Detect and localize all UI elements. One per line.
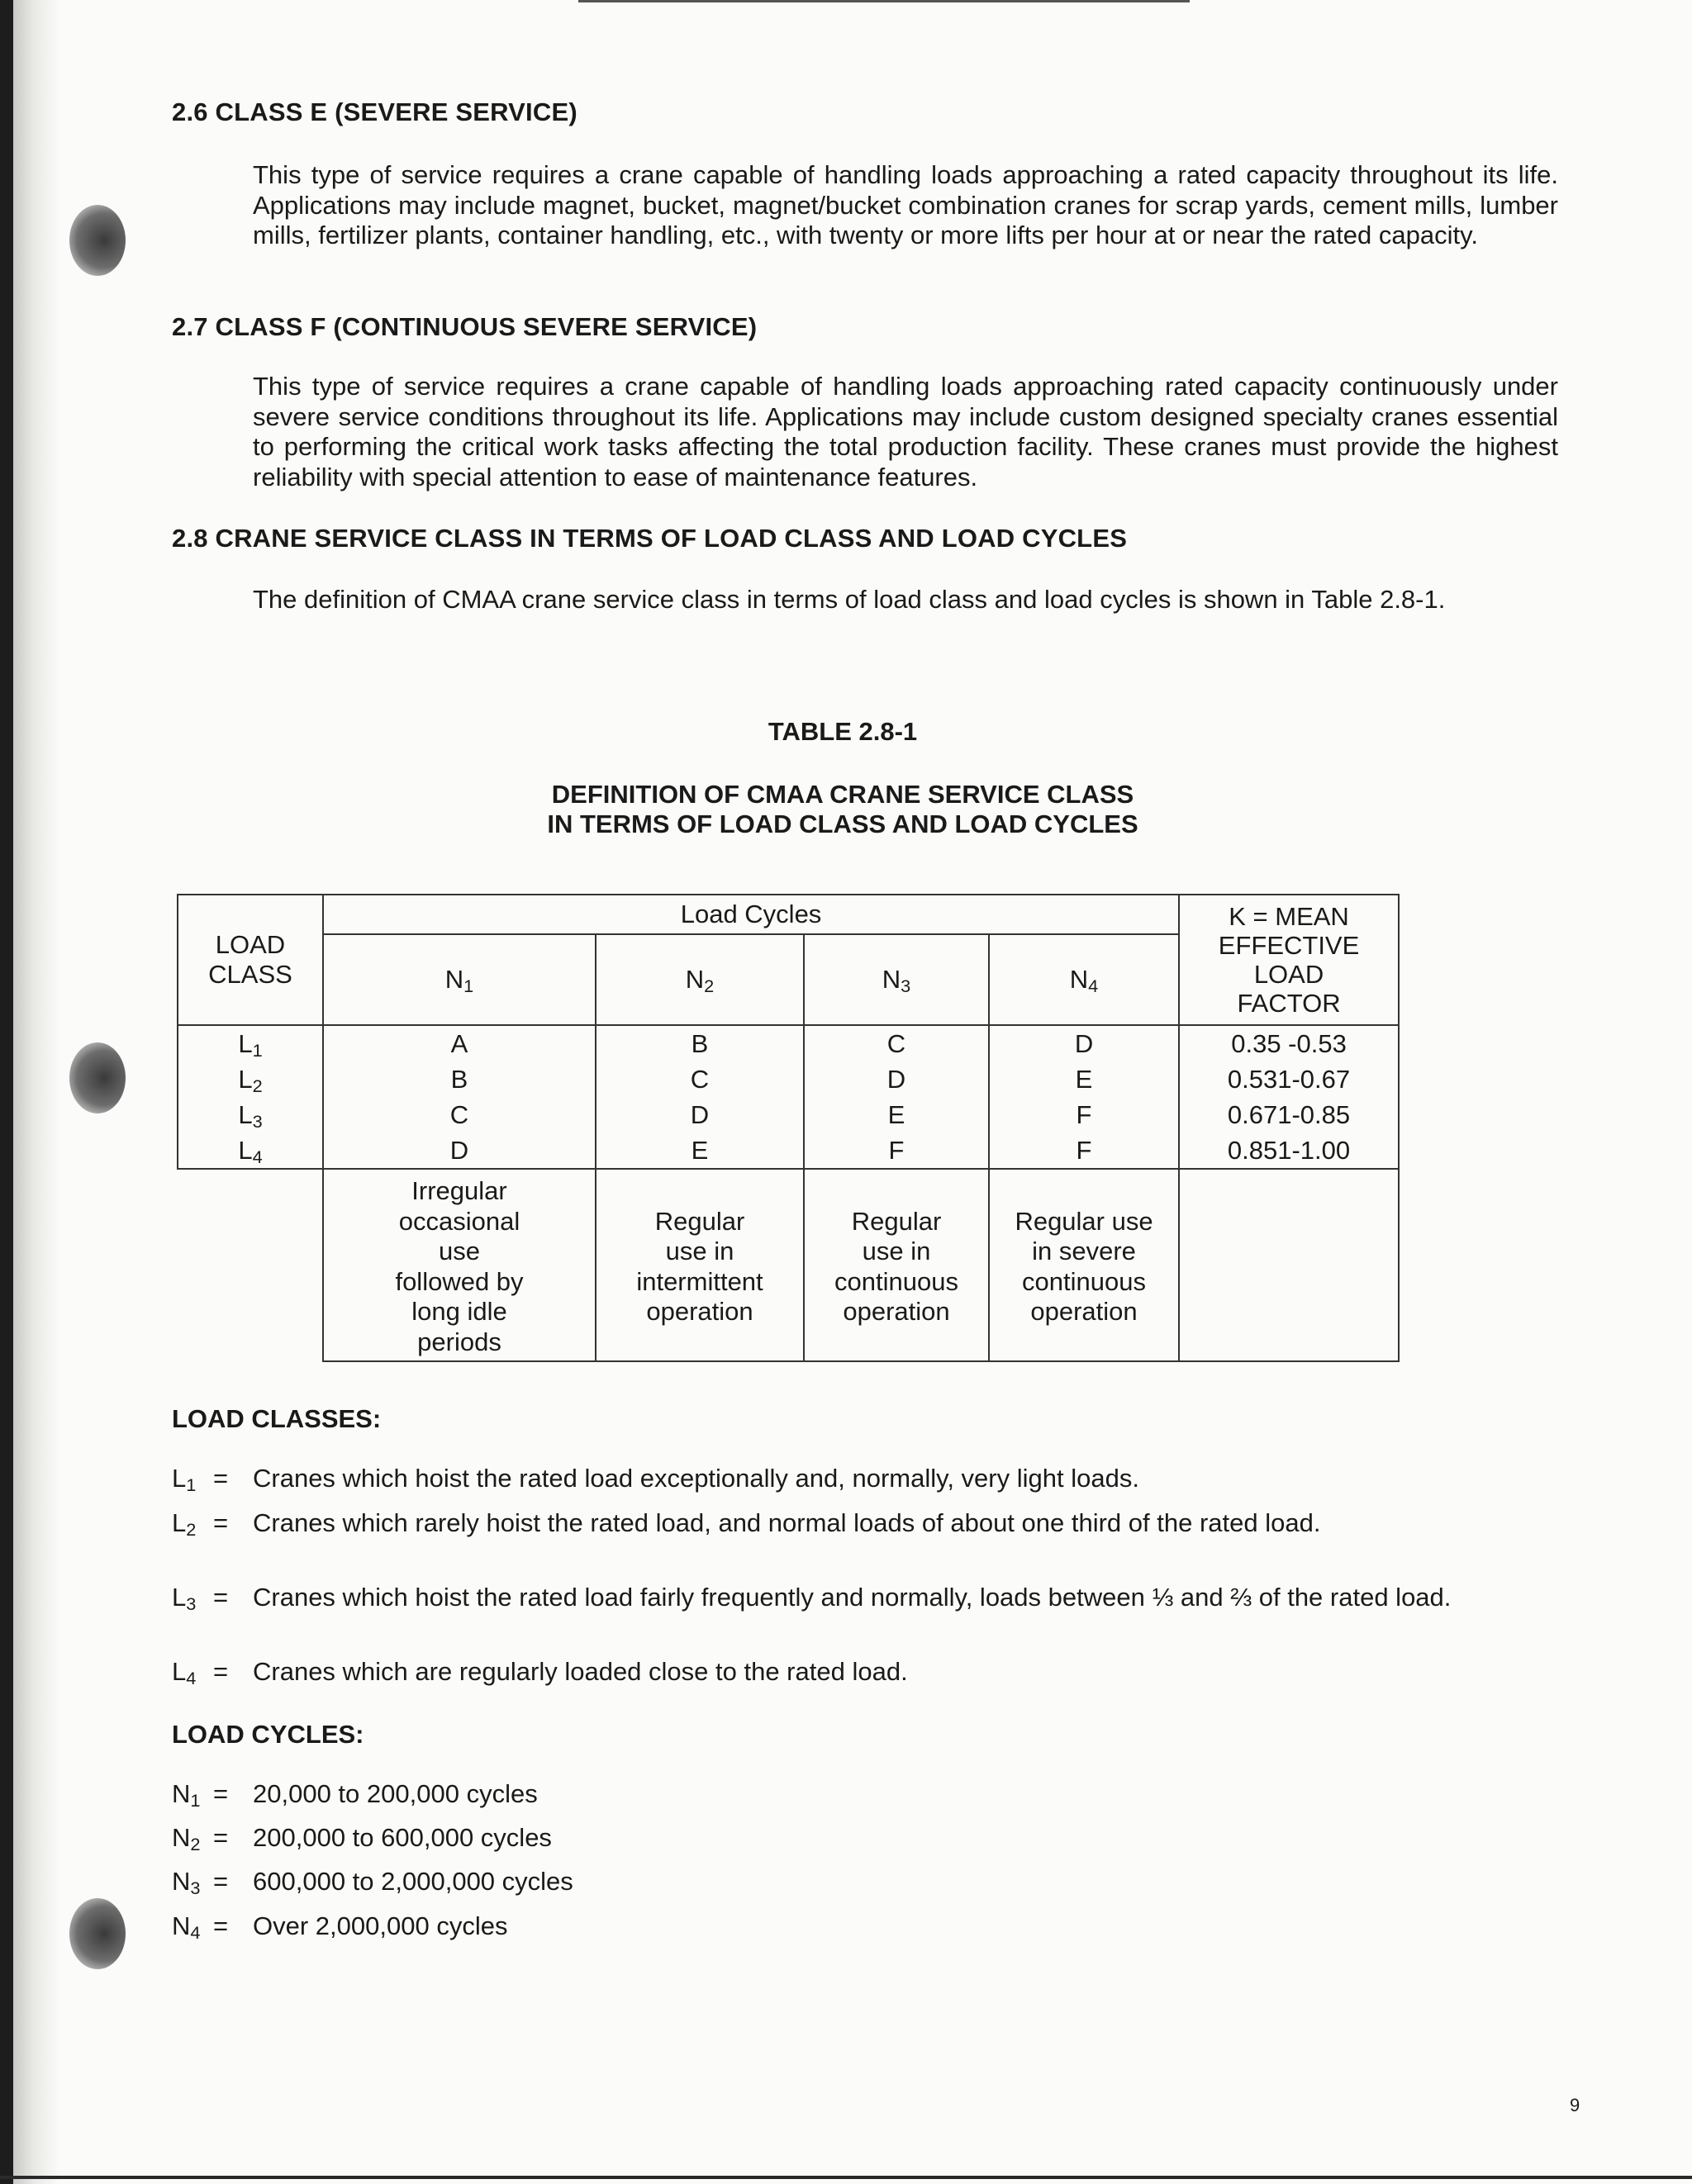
load-classes-heading: LOAD CLASSES: (172, 1404, 382, 1433)
bottom-rule (0, 2176, 1692, 2179)
k-factor-header: K = MEAN EFFECTIVE LOAD FACTOR (1179, 895, 1399, 1025)
usage-description: Regular use in intermittent operation (596, 1169, 804, 1361)
section-heading: 2.6 CLASS E (SEVERE SERVICE) (172, 97, 577, 126)
punch-hole (69, 1042, 126, 1113)
n3-class-column: C D E F (804, 1025, 989, 1169)
usage-description: Irregular occasional use followed by long idle periods (323, 1169, 596, 1361)
section-heading: 2.7 CLASS F (CONTINUOUS SEVERE SERVICE) (172, 312, 758, 341)
load-cycles-heading: LOAD CYCLES: (172, 1720, 364, 1749)
section-heading: 2.8 CRANE SERVICE CLASS IN TERMS OF LOAD CLASS AND LOAD CYCLES (172, 524, 1128, 553)
page-number: 9 (1570, 2095, 1580, 2115)
table-title-line: DEFINITION OF CMAA CRANE SERVICE CLASS (551, 780, 1134, 809)
load-class-header: LOAD CLASS (178, 895, 323, 1025)
cycle-col-header: $N_3$ (804, 934, 989, 1025)
page-shadow (13, 0, 59, 2184)
cycle-col-header: $N_4$ (989, 934, 1179, 1025)
load-cycles-header: Load Cycles (323, 895, 1179, 934)
section-body: The definition of CMAA crane service class in terms of load class and load cycles is shown in Table 2.8-1. (253, 585, 1446, 614)
cycle-col-header: $N_1$ (323, 934, 596, 1025)
n4-class-column: D E F F (989, 1025, 1179, 1169)
empty-cell (1179, 1169, 1399, 1361)
usage-description: Regular use in severe continuous operation (989, 1169, 1179, 1361)
usage-description: Regular use in continuous operation (804, 1169, 989, 1361)
section-body: This type of service requires a crane capable of handling loads approaching rated capacity continuously under severe service conditions throughout its life. Applications may include custom designed specialty cranes essential to performing the critical work tasks affecting the total production facility. These cranes must provide the highest reliability with special attention to ease of maintenance features. (253, 372, 1558, 491)
n2-class-column: B C D E (596, 1025, 804, 1169)
load-class-column: $L_1$ $L_2$ $L_3$ $L_4$ (178, 1025, 323, 1169)
binder-edge (0, 0, 13, 2184)
punch-hole (69, 205, 126, 276)
table-title-line: IN TERMS OF LOAD CLASS AND LOAD CYCLES (547, 810, 1138, 838)
k-factor-column: 0.35 -0.53 0.531-0.67 0.671-0.85 0.851-1.00 (1179, 1025, 1399, 1169)
empty-cell (178, 1169, 323, 1361)
service-class-table (177, 894, 1400, 1362)
punch-hole (69, 1898, 126, 1969)
section-body: This type of service requires a crane capable of handling loads approaching a rated capacity throughout its life. Applications may include magnet, bucket, magnet/bucket combination cranes for scrap yards, cement mills, lumber mills, fertilizer plants, container handling, etc., with twenty or more lifts per hour at or near the rated capacity. (253, 160, 1558, 249)
top-rule (578, 0, 1190, 2)
cycle-col-header: $N_2$ (596, 934, 804, 1025)
table-number: TABLE 2.8-1 (768, 717, 918, 746)
n1-class-column: A B C D (323, 1025, 596, 1169)
